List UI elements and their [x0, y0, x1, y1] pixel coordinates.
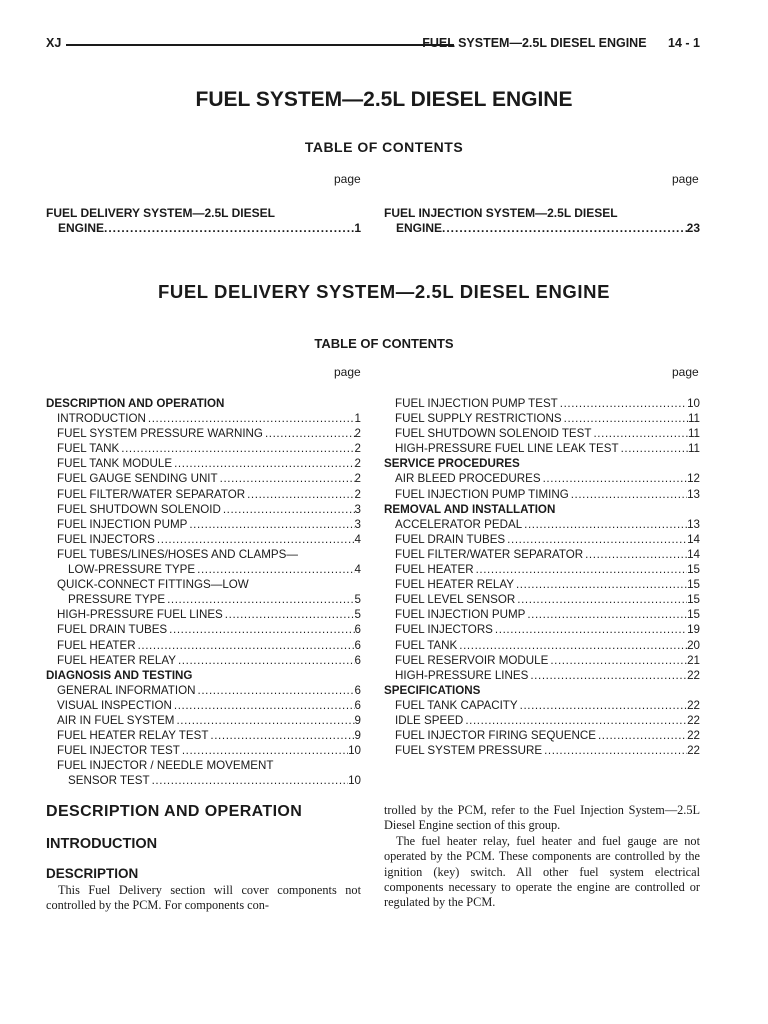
- toc-item-label: FUEL INJECTION PUMP TIMING: [395, 487, 569, 501]
- toc-item[interactable]: [46, 517, 361, 532]
- toc-item-page: 6: [354, 683, 361, 697]
- toc-item-page: 2: [354, 442, 361, 456]
- toc-item-page: 10: [687, 397, 700, 410]
- dot-leader: [442, 221, 687, 236]
- toc-item-page: 20: [687, 638, 700, 652]
- toc-item-label: FUEL LEVEL SENSOR: [395, 593, 516, 607]
- toc-item-label: HIGH-PRESSURE FUEL LINES: [57, 608, 223, 622]
- toc-sub-right-column: [384, 396, 700, 758]
- dot-leader: [136, 638, 355, 653]
- dot-leader: [176, 653, 355, 668]
- toc-item[interactable]: [384, 396, 700, 411]
- toc-item-page: 2: [354, 457, 361, 471]
- toc-item[interactable]: [384, 607, 700, 622]
- toc-item-label: FUEL INJECTOR FIRING SEQUENCE: [395, 729, 596, 743]
- toc-item-page: 10: [348, 774, 361, 788]
- toc-item-text: QUICK-CONNECT FITTINGS—LOW: [57, 578, 249, 592]
- toc-sub-page-label-left: page: [334, 365, 361, 379]
- dot-leader: [223, 607, 355, 622]
- toc-item[interactable]: [384, 592, 700, 607]
- toc-entry-line2: ENGINE: [396, 221, 443, 235]
- toc-category-heading: SERVICE PROCEDURES: [384, 457, 520, 471]
- dot-leader: [522, 517, 687, 532]
- dot-leader: [518, 698, 687, 713]
- toc-item-label: LOW-PRESSURE TYPE: [68, 563, 196, 577]
- toc-category-heading: DESCRIPTION AND OPERATION: [46, 397, 225, 410]
- dot-leader: [155, 532, 355, 547]
- toc-item-page: 12: [687, 472, 700, 486]
- toc-item[interactable]: [46, 607, 361, 622]
- dot-leader: [146, 411, 355, 426]
- toc-item-text: FUEL INJECTOR / NEEDLE MOVEMENT: [57, 759, 274, 773]
- introduction-heading: INTRODUCTION: [46, 836, 158, 852]
- toc-main-heading: TABLE OF CONTENTS: [304, 139, 464, 155]
- toc-item-page: 5: [354, 593, 361, 607]
- dot-leader: [569, 487, 687, 502]
- toc-item-page: 21: [687, 653, 700, 667]
- toc-item-page: 22: [687, 668, 700, 682]
- dot-leader: [596, 728, 687, 743]
- toc-item[interactable]: [384, 713, 700, 728]
- toc-item-label: FUEL FILTER/WATER SEPARATOR: [57, 487, 246, 501]
- dot-leader: [196, 683, 355, 698]
- toc-item[interactable]: [46, 487, 361, 502]
- section-title: FUEL DELIVERY SYSTEM—2.5L DIESEL ENGINE: [157, 281, 611, 302]
- toc-item-page: 3: [354, 517, 361, 531]
- toc-item-page: 15: [687, 563, 700, 577]
- toc-item-label: FUEL FILTER/WATER SEPARATOR: [395, 547, 584, 561]
- dot-leader: [218, 471, 355, 486]
- toc-entry-page: 1: [354, 221, 361, 235]
- toc-item-page: 2: [354, 472, 361, 486]
- toc-item-label: FUEL SHUTDOWN SOLENOID TEST: [395, 427, 592, 441]
- toc-item[interactable]: [46, 638, 361, 653]
- header-model: XJ: [46, 36, 62, 50]
- toc-item-page: 10: [348, 744, 361, 758]
- dot-leader: [474, 562, 688, 577]
- toc-item-page: 3: [354, 502, 361, 516]
- toc-item-page: 6: [354, 698, 361, 712]
- toc-item-label: FUEL SUPPLY RESTRICTIONS: [395, 412, 562, 426]
- toc-entry-line1: FUEL DELIVERY SYSTEM—2.5L DIESEL: [46, 206, 275, 220]
- toc-item-page: 1: [354, 412, 361, 426]
- toc-item[interactable]: [46, 441, 361, 456]
- dot-leader: [195, 562, 354, 577]
- toc-item-label: HIGH-PRESSURE LINES: [395, 668, 529, 682]
- toc-main-page-label-right: page: [672, 172, 699, 186]
- toc-item-label: FUEL INJECTORS: [395, 623, 493, 637]
- toc-item[interactable]: [384, 638, 700, 653]
- toc-category-heading: REMOVAL AND INSTALLATION: [384, 502, 556, 516]
- toc-item[interactable]: [384, 532, 700, 547]
- toc-main-page-label-left: page: [334, 172, 361, 186]
- toc-item-label: FUEL SYSTEM PRESSURE WARNING: [57, 427, 263, 441]
- body-paragraph: trolled by the PCM, refer to the Fuel Injection System—2.5L Diesel Engine section of this group.: [384, 803, 700, 833]
- toc-item[interactable]: [384, 577, 700, 592]
- toc-item[interactable]: [46, 653, 361, 668]
- toc-item-page: 9: [354, 729, 361, 743]
- dot-leader: [174, 713, 354, 728]
- dot-leader: [150, 773, 348, 788]
- dot-leader: [528, 668, 687, 683]
- dot-leader: [583, 547, 687, 562]
- toc-item[interactable]: [384, 547, 700, 562]
- toc-item-label: VISUAL INSPECTION: [57, 698, 172, 712]
- header-rule: [66, 44, 454, 46]
- toc-item-label: GENERAL INFORMATION: [57, 683, 196, 697]
- toc-item-label: FUEL SYSTEM PRESSURE: [395, 744, 543, 758]
- toc-item-page: 4: [354, 563, 361, 577]
- toc-item-page: 15: [687, 608, 700, 622]
- toc-item[interactable]: [46, 426, 361, 441]
- dot-leader: [505, 532, 687, 547]
- toc-item-page: 22: [687, 744, 700, 758]
- toc-item-page: 19: [687, 623, 700, 637]
- toc-item-page: 11: [687, 412, 700, 426]
- toc-sub-page-label-right: page: [672, 365, 699, 379]
- dot-leader: [245, 487, 354, 502]
- toc-item-page: 15: [687, 578, 700, 592]
- toc-item-label: FUEL INJECTION PUMP: [57, 517, 188, 531]
- toc-item-label: FUEL HEATER RELAY: [395, 578, 514, 592]
- toc-entry-line1: FUEL INJECTION SYSTEM—2.5L DIESEL: [384, 206, 618, 220]
- toc-item-label: FUEL DRAIN TUBES: [395, 532, 506, 546]
- dot-leader: [172, 698, 355, 713]
- toc-category-heading: SPECIFICATIONS: [384, 683, 481, 697]
- page-title: FUEL SYSTEM—2.5L DIESEL ENGINE: [195, 88, 573, 111]
- toc-entry-page: 23: [686, 221, 700, 235]
- toc-item-label: FUEL HEATER RELAY: [57, 653, 176, 667]
- toc-item-label: FUEL GAUGE SENDING UNIT: [57, 472, 218, 486]
- body-paragraph: The fuel heater relay, fuel heater and fuel gauge are not operated by the PCM. These components are controlled by the ignition (key) switch. All other fuel system electrical components necessary to operate the engine are controlled or regulated by the PCM.: [384, 833, 700, 910]
- toc-item-page: 22: [687, 729, 700, 743]
- toc-item-page: 15: [687, 593, 700, 607]
- toc-item[interactable]: [46, 456, 361, 471]
- dot-leader: [558, 396, 687, 411]
- dot-leader: [542, 743, 687, 758]
- section-heading: DESCRIPTION AND OPERATION: [46, 803, 303, 820]
- toc-item-label: SENSOR TEST: [68, 774, 150, 788]
- toc-item[interactable]: [384, 728, 700, 743]
- toc-main-entry-injection[interactable]: [384, 206, 700, 236]
- toc-item-label: FUEL RESERVOIR MODULE: [395, 653, 549, 667]
- toc-item[interactable]: [384, 471, 700, 486]
- dot-leader: [187, 517, 354, 532]
- running-header: [46, 36, 700, 54]
- toc-item-page: 5: [354, 608, 361, 622]
- dot-leader: [591, 426, 687, 441]
- dot-leader: [515, 592, 687, 607]
- toc-item-label: FUEL INJECTOR TEST: [57, 744, 180, 758]
- toc-item-label: IDLE SPEED: [395, 713, 464, 727]
- toc-item[interactable]: [46, 532, 361, 547]
- toc-item[interactable]: [46, 713, 361, 728]
- header-section-title: FUEL SYSTEM—2.5L DIESEL ENGINE: [422, 36, 647, 50]
- toc-item[interactable]: [384, 668, 700, 683]
- header-right: [422, 36, 700, 50]
- toc-item-label: PRESSURE TYPE: [68, 593, 166, 607]
- toc-item-label: FUEL HEATER RELAY TEST: [57, 729, 209, 743]
- toc-sub-heading: TABLE OF CONTENTS: [314, 336, 454, 351]
- toc-item[interactable]: [46, 698, 361, 713]
- toc-item-text: FUEL TUBES/LINES/HOSES AND CLAMPS—: [57, 547, 298, 561]
- toc-sub-left-column: [46, 396, 361, 788]
- toc-item[interactable]: [46, 471, 361, 486]
- dot-leader: [562, 411, 688, 426]
- toc-item-label: FUEL SHUTDOWN SOLENOID: [57, 502, 221, 516]
- toc-item-page: 14: [687, 532, 700, 546]
- toc-item-label: FUEL TANK CAPACITY: [395, 698, 518, 712]
- header-page-number: 14 - 1: [668, 36, 700, 50]
- toc-item-page: 6: [354, 653, 361, 667]
- toc-item-label: ACCELERATOR PEDAL: [395, 517, 523, 531]
- toc-item-label: AIR BLEED PROCEDURES: [395, 472, 541, 486]
- toc-item-page: 11: [687, 427, 700, 441]
- toc-item-page: 2: [354, 487, 361, 501]
- dot-leader: [457, 638, 687, 653]
- dot-leader: [541, 471, 687, 486]
- toc-item-page: 6: [354, 638, 361, 652]
- dot-leader: [619, 441, 688, 456]
- toc-item-page: 2: [354, 427, 361, 441]
- dot-leader: [104, 221, 354, 236]
- toc-item[interactable]: [384, 411, 700, 426]
- dot-leader: [493, 622, 687, 637]
- toc-item-label: FUEL HEATER: [57, 638, 136, 652]
- toc-item-label: FUEL TANK: [395, 638, 458, 652]
- dot-leader: [548, 653, 687, 668]
- toc-item-page: 22: [687, 698, 700, 712]
- toc-item[interactable]: [384, 562, 700, 577]
- toc-item-page: 14: [687, 547, 700, 561]
- toc-item[interactable]: [384, 426, 700, 441]
- dot-leader: [165, 592, 354, 607]
- toc-item[interactable]: [384, 653, 700, 668]
- toc-item-page: 13: [687, 517, 700, 531]
- dot-leader: [180, 743, 348, 758]
- toc-item-page: 4: [354, 532, 361, 546]
- toc-item[interactable]: [384, 698, 700, 713]
- toc-item-label: AIR IN FUEL SYSTEM: [57, 713, 175, 727]
- toc-item[interactable]: [46, 743, 361, 758]
- dot-leader: [525, 607, 687, 622]
- toc-item-label: FUEL INJECTION PUMP TEST: [395, 397, 558, 410]
- toc-item-label: FUEL HEATER: [395, 563, 474, 577]
- body-right-column: [384, 803, 700, 911]
- toc-item-page: 13: [687, 487, 700, 501]
- toc-entry-line2: ENGINE: [58, 221, 105, 235]
- toc-item[interactable]: [46, 562, 361, 577]
- toc-item[interactable]: [384, 487, 700, 502]
- toc-item[interactable]: [46, 411, 361, 426]
- toc-item-page: 6: [354, 623, 361, 637]
- dot-leader: [514, 577, 687, 592]
- toc-item-label: HIGH-PRESSURE FUEL LINE LEAK TEST: [395, 442, 619, 456]
- toc-item[interactable]: [384, 622, 700, 637]
- toc-item[interactable]: [384, 517, 700, 532]
- toc-category-heading: DIAGNOSIS AND TESTING: [46, 668, 193, 682]
- toc-item-page: 9: [354, 713, 361, 727]
- dot-leader: [263, 426, 355, 441]
- toc-item[interactable]: [46, 728, 361, 743]
- toc-item[interactable]: [384, 441, 700, 456]
- dot-leader: [172, 456, 354, 471]
- toc-item[interactable]: [46, 773, 361, 788]
- toc-item[interactable]: [46, 622, 361, 637]
- toc-item-label: FUEL DRAIN TUBES: [57, 623, 168, 637]
- toc-item-page: 22: [687, 713, 700, 727]
- dot-leader: [208, 728, 354, 743]
- toc-item-page: 11: [687, 442, 700, 456]
- toc-item-label: FUEL INJECTION PUMP: [395, 608, 526, 622]
- toc-item-label: FUEL TANK MODULE: [57, 457, 173, 471]
- description-heading: DESCRIPTION: [46, 866, 139, 881]
- toc-item-label: FUEL TANK: [57, 442, 120, 456]
- toc-item[interactable]: [46, 683, 361, 698]
- toc-item[interactable]: [384, 743, 700, 758]
- toc-item-label: FUEL INJECTORS: [57, 532, 155, 546]
- toc-item[interactable]: [46, 502, 361, 517]
- toc-main-entry-delivery[interactable]: [46, 206, 361, 236]
- dot-leader: [167, 622, 354, 637]
- body-paragraph-left: This Fuel Delivery section will cover components not controlled by the PCM. For components con-: [46, 883, 361, 913]
- dot-leader: [221, 502, 355, 517]
- dot-leader: [119, 441, 354, 456]
- toc-item-label: INTRODUCTION: [57, 412, 146, 426]
- toc-item[interactable]: [46, 592, 361, 607]
- dot-leader: [463, 713, 687, 728]
